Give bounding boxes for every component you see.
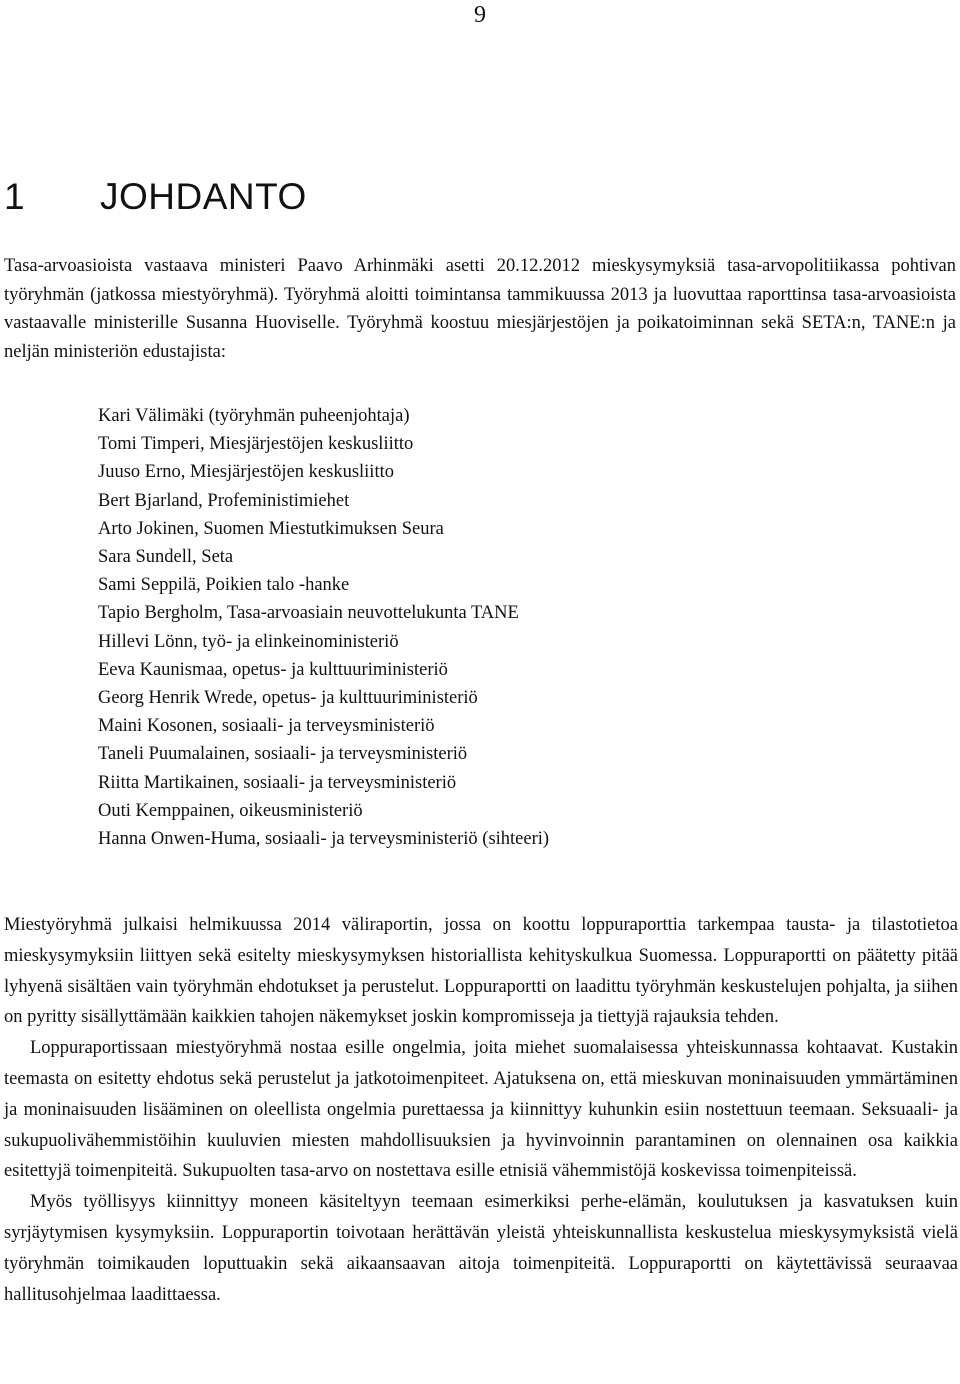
body-text xyxy=(4,910,958,1310)
intro-paragraph: Tasa-arvoasioista vastaava ministeri Paavo Arhinmäki asetti 20.12.2012 mieskysymyksiä tasa-arvopolitiikassa pohtivan työryhmän (jatkossa miestyöryhmä). Työryhmä aloitti toimintansa tammikuussa 2013 ja luovuttaa raporttinsa tasa-arvoasioista vastaavalle ministerille Susanna Huoviselle. Työryhmä koostuu miesjärjestöjen ja poikatoiminnan sekä SETA:n, TANE:n ja neljän ministeriön edustajista: xyxy=(4,256,956,362)
member-list-item: Riitta Martikainen, sosiaali- ja terveysministeriö xyxy=(98,772,457,793)
member-list-item: Juuso Erno, Miesjärjestöjen keskusliitto xyxy=(98,462,394,483)
body-paragraph: Miestyöryhmä julkaisi helmikuussa 2014 väliraportin, jossa on koottu loppuraporttia tarkempaa tausta- ja tilastotietoa mieskysymyksiin liittyen sekä esitelty mieskysymyksen historiallista kehityskulkua Suomessa. Loppuraportti on päätetty pitää lyhyenä sisältäen vain työryhmän ehdotukset ja perustelut. Loppuraportti on laadittu työryhmän keskustelujen pohjalta, ja siihen on pyritty sisällyttämään kaikkien tahojen näkemykset joskin kompromisseja ja tiettyjä rajauksia tehden. xyxy=(4,915,958,1028)
member-list-item: Outi Kemppainen, oikeusministeriö xyxy=(98,800,363,821)
body-paragraph: Myös työllisyys kiinnittyy moneen käsiteltyyn teemaan esimerkiksi perhe-elämän, koulutuksen ja kasvatuksen kuin syrjäytymisen kysymyksiin. Loppuraportin toivotaan herättävän yleistä yhteiskunnallista keskustelua mieskysymyksistä vielä työryhmän toimikauden loputtuakin sekä aikaansaavan aitoja toimenpiteitä. Loppuraportti on käytettävissä seuraavaa hallitusohjelmaa laadittaessa. xyxy=(4,1192,958,1305)
chapter-title: JOHDANTO xyxy=(100,176,307,217)
member-list-item: Taneli Puumalainen, sosiaali- ja terveysministeriö xyxy=(98,744,468,765)
member-list-item: Tomi Timperi, Miesjärjestöjen keskusliitto xyxy=(98,434,414,455)
member-list-item: Eeva Kaunismaa, opetus- ja kulttuuriministeriö xyxy=(98,659,448,680)
member-list-item: Hanna Onwen-Huma, sosiaali- ja terveysministeriö (sihteeri) xyxy=(98,829,550,850)
body-paragraph: Loppuraportissaan miestyöryhmä nostaa esille ongelmia, joita miehet suomalaisessa yhteiskunnassa kohtaavat. Kustakin teemasta on esitetty ehdotus sekä perustelut ja jatkotoimenpiteet. Ajatuksena on, että mieskuvan moninaisuuden ymmärtäminen ja moninaisuuden lisääminen on oleellista ongelmia purettaessa ja kiinnittyy kuhunkin esiin nostettuun teemaan. Seksuaali- ja sukupuolivähemmistöihin kuuluvien miesten mahdollisuuksien ja hyvinvoinnin parantaminen on olennainen osa kaikkia esitettyjä toimenpiteitä. Sukupuolten tasa-arvo on nostettava esille etnisiä vähemmistöjä koskevissa toimenpiteissä. xyxy=(4,1038,958,1182)
member-list-item: Sara Sundell, Seta xyxy=(98,547,234,568)
member-list-item: Hillevi Lönn, työ- ja elinkeinoministeriö xyxy=(98,631,399,652)
member-list-item: Kari Välimäki (työryhmän puheenjohtaja) xyxy=(98,406,410,426)
member-list-item: Maini Kosonen, sosiaali- ja terveysministeriö xyxy=(98,716,435,737)
member-list-item: Arto Jokinen, Suomen Miestutkimuksen Seura xyxy=(98,518,444,539)
chapter-number: 1 xyxy=(4,176,26,217)
member-list xyxy=(98,402,549,853)
member-list-item: Tapio Bergholm, Tasa-arvoasiain neuvottelukunta TANE xyxy=(98,603,519,624)
member-list-item: Sami Seppilä, Poikien talo -hanke xyxy=(98,575,350,596)
chapter-heading xyxy=(4,176,307,218)
member-list-item: Bert Bjarland, Profeministimiehet xyxy=(98,490,350,511)
page-number: 9 xyxy=(474,2,486,28)
member-list-item: Georg Henrik Wrede, opetus- ja kulttuuriministeriö xyxy=(98,688,478,709)
